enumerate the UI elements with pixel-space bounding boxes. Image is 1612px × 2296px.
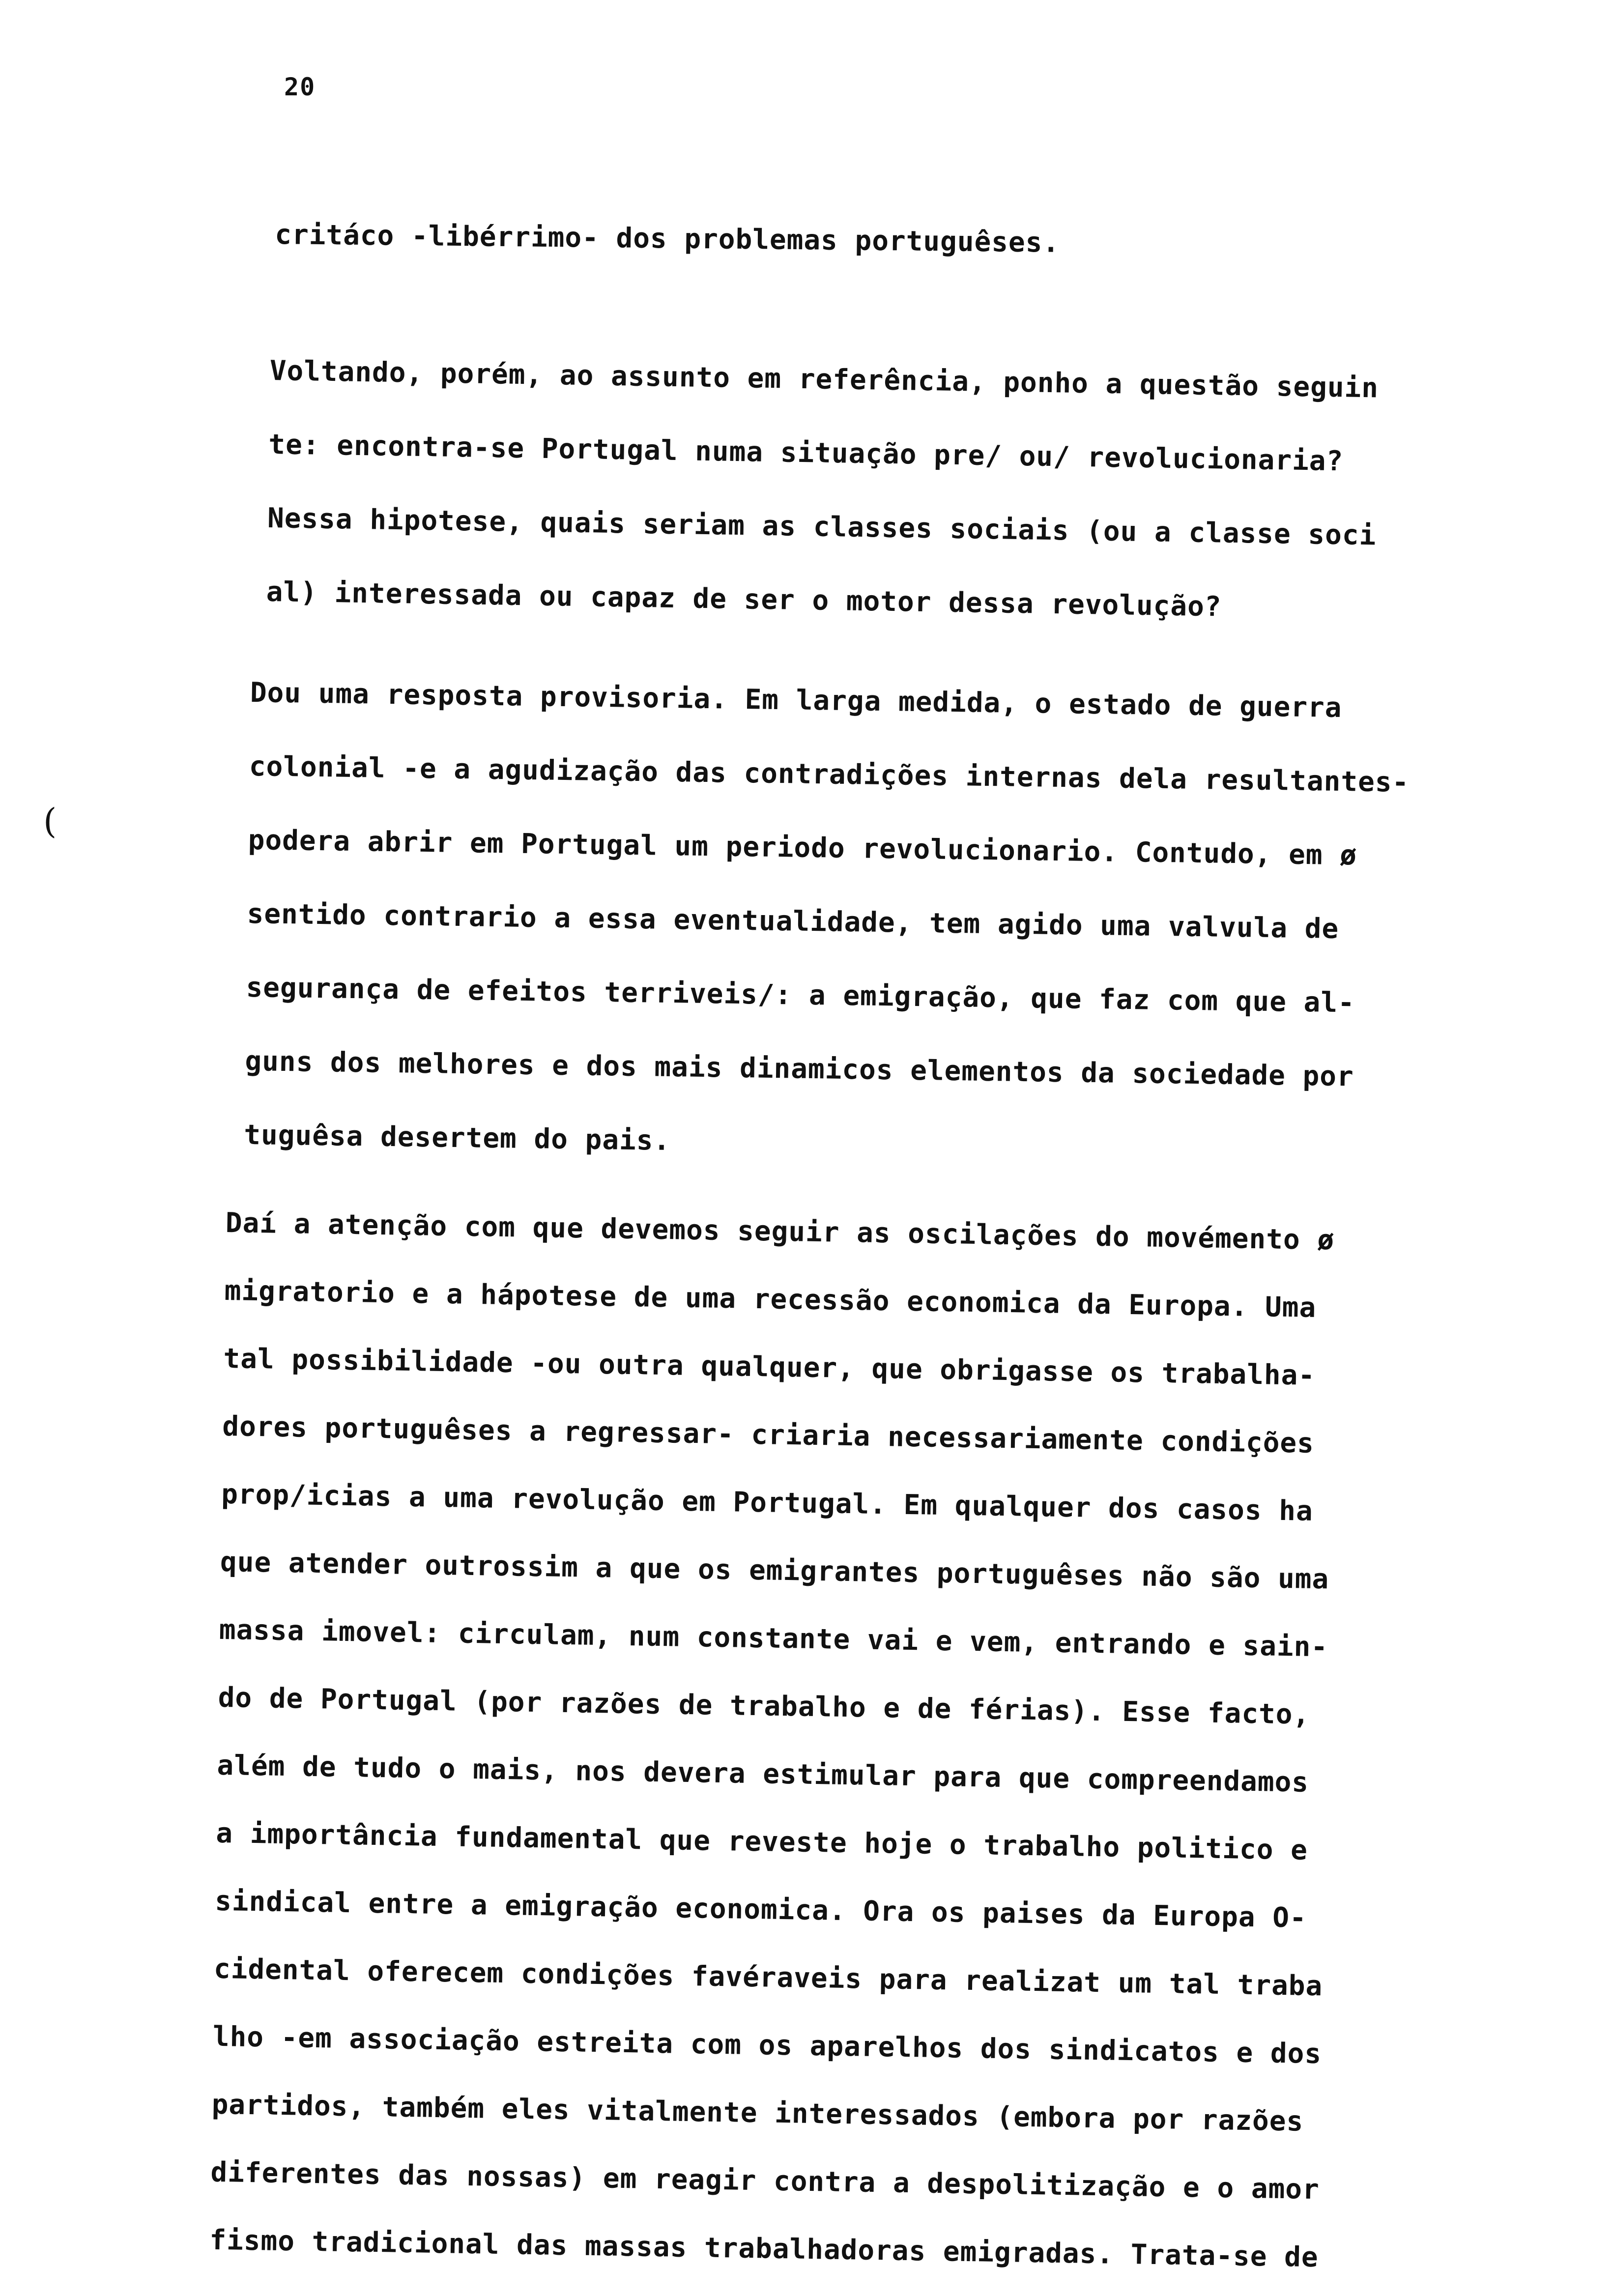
text-line: guns dos melhores e dos mais dinamicos elementos da sociedade por <box>245 1045 1354 1093</box>
text-line: Voltando, porém, ao assunto em referência, ponho a questão seguin <box>269 354 1379 404</box>
text-line: lho -em associação estreita com os aparelhos dos sindicatos e dos <box>212 2020 1322 2070</box>
text-line: sentido contrario a essa eventualidade, tem agido uma valvula de <box>247 897 1339 945</box>
text-line: podera abrir em Portugal um periodo revolucionario. Contudo, em ø <box>248 824 1357 872</box>
page-number: 20 <box>284 73 316 101</box>
text-line: prop/icias a uma revolução em Portugal. Em qualquer dos casos ha <box>221 1478 1314 1527</box>
text-line: colonial -e a agudização das contradições internas dela resultantes- <box>249 750 1410 799</box>
paragraph-4 <box>209 1189 1335 2292</box>
text-line: Nessa hipotese, quais seriam as classes sociais (ou a classe soci <box>267 502 1377 552</box>
paragraph-2 <box>266 334 1380 646</box>
paragraph-3 <box>243 656 1410 1188</box>
text-line: Dou uma resposta provisoria. Em larga medida, o estado de guerra <box>250 676 1342 724</box>
text-line: Daí a atenção com que devemos seguir as oscilações do movémento ø <box>225 1206 1335 1257</box>
text-line: fismo tradicional das massas trabalhadoras emigradas. Trata-se de <box>209 2224 1319 2274</box>
text-line: critáco -libérrimo- dos problemas portuguêses. <box>274 218 1060 259</box>
text-line: cidental oferecem condições favéraveis para realizat um tal traba <box>213 1952 1323 2003</box>
text-line: dores portuguêses a regressar- criaria necessariamente condições <box>222 1410 1315 1460</box>
text-line: segurança de efeitos terriveis/: a emigração, que faz com que al- <box>246 971 1355 1019</box>
text-line: diferentes das nossas) em reagir contra a despolitização e o amor <box>210 2156 1320 2206</box>
text-line: migratorio e a hápotese de uma recessão economica da Europa. Uma <box>224 1274 1317 1324</box>
text-line: sindical entre a emigração economica. Ora os paises da Europa O- <box>214 1885 1307 1934</box>
text-line: te: encontra-se Portugal numa situação pre/ ou/ revolucionaria? <box>268 428 1344 478</box>
text-line: massa imovel: circulam, num constante vai e vem, entrando e sain- <box>219 1613 1328 1664</box>
text-line: além de tudo o mais, nos devera estimular para que compreendamos <box>217 1749 1309 1799</box>
text-line: do de Portugal (por razões de trabalho e de férias). Esse facto, <box>218 1681 1310 1731</box>
text-line: al) interessada ou capaz de ser o motor dessa revolução? <box>266 575 1222 623</box>
text-line: a importância fundamental que reveste hoje o trabalho politico e <box>215 1817 1308 1866</box>
text-line: partidos, também eles vitalmente interessados (embora por razões <box>211 2088 1304 2138</box>
text-line: tuguêsa desertem do pais. <box>243 1119 671 1157</box>
text-line: tal possibilidade -ou outra qualquer, que obrigasse os trabalha- <box>223 1342 1316 1392</box>
margin-bracket-mark: ( <box>43 801 57 841</box>
text-line: que atender outrossim a que os emigrantes portuguêses não são uma <box>220 1546 1329 1596</box>
paragraph-1 <box>275 202 1060 276</box>
